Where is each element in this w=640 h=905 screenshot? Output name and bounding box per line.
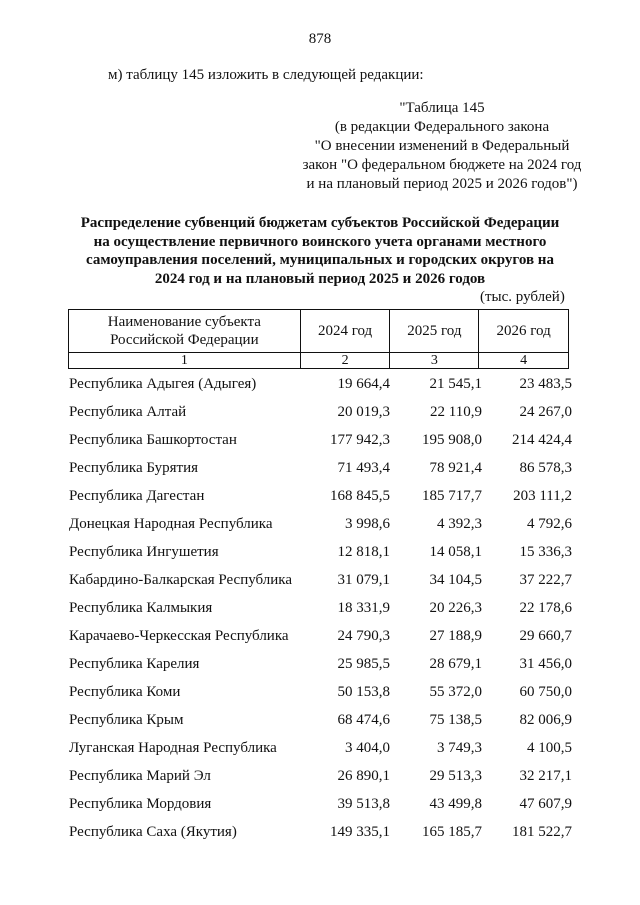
region-name: Республика Мордовия [69,796,212,812]
column-number: 3 [390,353,479,369]
value-2025: 165 185,7 [422,824,482,840]
region-name: Республика Марий Эл [69,768,211,784]
table-row [0,540,640,568]
table-row [0,512,640,540]
value-2026: 31 456,0 [519,656,572,672]
region-name: Республика Крым [69,712,184,728]
value-2024: 18 331,9 [337,600,390,616]
table-row [0,652,640,680]
value-2026: 23 483,5 [519,376,572,392]
table-body [0,372,640,848]
value-2025: 20 226,3 [429,600,482,616]
table-row [0,456,640,484]
value-2024: 149 335,1 [330,824,390,840]
table-row [0,400,640,428]
caption-line: "О внесении изменений в Федеральный [314,138,570,154]
value-2026: 29 660,7 [519,628,572,644]
header-row [69,310,569,353]
caption-line: "Таблица 145 [399,100,485,116]
value-2026: 214 424,4 [512,432,572,448]
region-name: Республика Коми [69,684,181,700]
table-row [0,708,640,736]
table-row [0,596,640,624]
value-2025: 3 749,3 [437,740,482,756]
value-2024: 168 845,5 [330,488,390,504]
caption-line: и на плановый период 2025 и 2026 годов") [306,176,578,192]
value-2024: 31 079,1 [337,572,390,588]
table-row [0,372,640,400]
value-2024: 39 513,8 [337,796,390,812]
value-2026: 203 111,2 [513,488,572,504]
header-2025: 2025 год [390,310,479,353]
value-2026: 82 006,9 [519,712,572,728]
value-2025: 43 499,8 [429,796,482,812]
table-row [0,764,640,792]
header-number-row [69,353,569,369]
region-name: Карачаево-Черкесская Республика [69,628,289,644]
heading-line: на осуществление первичного воинского учета органами местного [93,233,547,250]
table-row [0,568,640,596]
value-2026: 181 522,7 [512,824,572,840]
value-2026: 15 336,3 [519,544,572,560]
value-2026: 4 792,6 [527,516,572,532]
value-2024: 19 664,4 [337,376,390,392]
value-2025: 75 138,5 [429,712,482,728]
header-2024: 2024 год [300,310,390,353]
caption-line: закон "О федеральном бюджете на 2024 год [302,157,582,173]
table-row [0,736,640,764]
table-row [0,428,640,456]
column-number: 2 [300,353,390,369]
column-number: 1 [69,353,301,369]
table-row [0,792,640,820]
value-2025: 29 513,3 [429,768,482,784]
value-2026: 22 178,6 [519,600,572,616]
region-name: Луганская Народная Республика [69,740,277,756]
value-2026: 24 267,0 [519,404,572,420]
value-2025: 21 545,1 [429,376,482,392]
region-name: Республика Саха (Якутия) [69,824,237,840]
value-2025: 27 188,9 [429,628,482,644]
value-2026: 86 578,3 [519,460,572,476]
value-2025: 22 110,9 [430,404,482,420]
table-row [0,680,640,708]
region-name: Республика Адыгея (Адыгея) [69,376,257,392]
table-row [0,624,640,652]
value-2024: 68 474,6 [337,712,390,728]
region-name: Донецкая Народная Республика [69,516,273,532]
value-2024: 177 942,3 [330,432,390,448]
column-number: 4 [479,353,569,369]
value-2026: 4 100,5 [527,740,572,756]
header-2026: 2026 год [479,310,569,353]
region-name: Кабардино-Балкарская Республика [69,572,293,588]
heading-line: самоуправления поселений, муниципальных и городских округов на [86,252,554,268]
heading-line: 2024 год и на плановый период 2025 и 2026 годов [154,270,486,287]
value-2024: 3 998,6 [345,516,390,532]
value-2024: 12 818,1 [337,544,390,560]
value-2025: 195 908,0 [422,432,482,448]
value-2024: 25 985,5 [337,656,390,672]
table-row [0,484,640,512]
value-2024: 3 404,0 [345,740,390,756]
region-name: Республика Бурятия [69,460,199,476]
heading-line: Распределение субвенций бюджетам субъектов Российской Федерации [80,215,560,231]
value-2025: 55 372,0 [429,684,482,700]
value-2024: 26 890,1 [337,768,390,784]
value-2024: 50 153,8 [337,684,390,700]
intro-text: м) таблицу 145 изложить в следующей редакции: [108,67,424,83]
caption-line: (в редакции Федерального закона [334,119,550,135]
region-name: Республика Башкортостан [69,432,237,448]
value-2026: 37 222,7 [519,572,572,588]
table-row [0,820,640,848]
table-heading [40,214,600,288]
value-2024: 71 493,4 [337,460,390,476]
value-2024: 24 790,3 [337,628,390,644]
units-label: (тыс. рублей) [480,289,565,305]
region-name: Республика Дагестан [69,488,205,504]
value-2026: 32 217,1 [519,768,572,784]
value-2025: 34 104,5 [429,572,482,588]
region-name: Республика Ингушетия [69,544,219,560]
value-2025: 4 392,3 [437,516,482,532]
value-2026: 47 607,9 [519,796,572,812]
value-2025: 185 717,7 [422,488,482,504]
table-header [68,309,569,369]
region-name: Республика Калмыкия [69,600,213,616]
value-2024: 20 019,3 [337,404,390,420]
table-caption [262,99,622,194]
region-name: Республика Карелия [69,656,200,672]
page-number: 878 [308,31,332,47]
value-2025: 78 921,4 [429,460,482,476]
value-2025: 28 679,1 [429,656,482,672]
value-2026: 60 750,0 [519,684,572,700]
value-2025: 14 058,1 [429,544,482,560]
region-name: Республика Алтай [69,404,187,420]
header-subject: Наименование субъекта Российской Федерации [69,310,301,353]
